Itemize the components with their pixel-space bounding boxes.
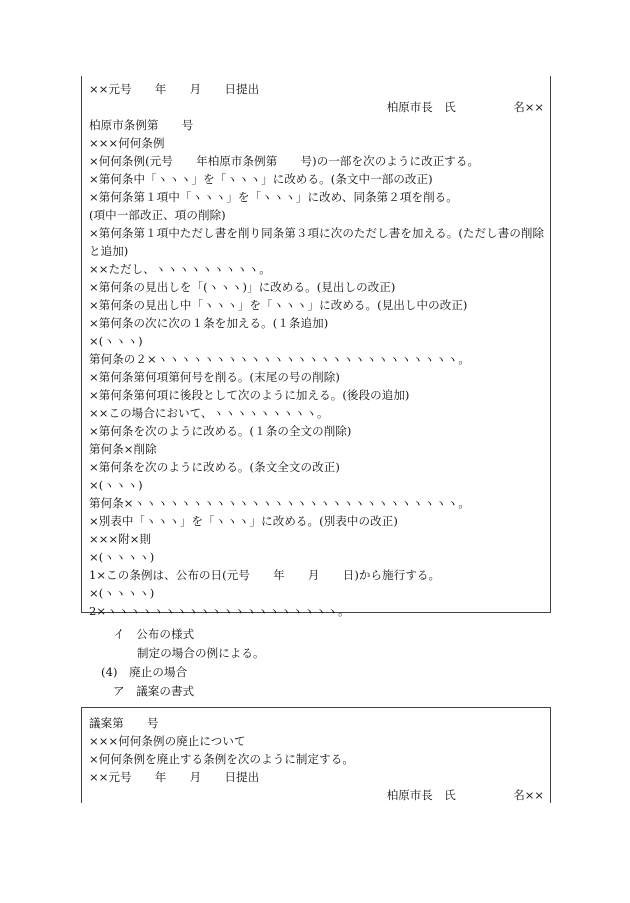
ordinance-title: ×××何何条例 — [89, 136, 165, 150]
document-line: ××ただし、ヽヽヽヽヽヽヽヽヽ。 — [89, 262, 271, 276]
document-line: ×何何条例を廃止する条例を次のように制定する。 — [89, 752, 354, 766]
document-line: 第何条の２×ヽヽヽヽヽヽヽヽヽヽヽヽヽヽヽヽヽヽヽヽヽヽヽヽヽヽ。 — [89, 352, 470, 366]
section-body-text: 制定の場合の例による。 — [137, 646, 265, 660]
document-line: ×第何条第何項に後段として次のように加える。(後段の追加) — [89, 388, 410, 402]
section-heading-bill-format: ア 議案の書式 — [113, 684, 195, 698]
section-heading-promulgation: イ 公布の様式 — [113, 627, 195, 641]
mayor-signature: 柏原市長 氏 名×× — [386, 100, 544, 114]
document-line: 第何条×削除 — [89, 442, 157, 456]
document-line: ×別表中「ヽヽヽ」を「ヽヽヽ」に改める。(別表中の改正) — [89, 514, 398, 528]
ordinance-number-line: 柏原市条例第 号 — [89, 118, 194, 132]
document-line: 1×この条例は、公布の日(元号 年 月 日)から施行する。 — [89, 568, 441, 582]
document-line: (項中一部改正、項の削除) — [89, 208, 226, 222]
document-line: ××この場合において、ヽヽヽヽヽヽヽヽヽ。 — [89, 406, 329, 420]
document-line: ×(ヽヽヽ) — [89, 334, 143, 348]
supplementary-provisions-heading: ×××附×則 — [89, 532, 152, 546]
document-line: 2×ヽヽヽヽヽヽヽヽヽヽヽヽヽヽヽヽヽヽヽヽ。 — [89, 604, 350, 618]
document-line: ×第何条第１項中「ヽヽヽ」を「ヽヽヽ」に改め、同条第２項を削る。 — [89, 190, 458, 204]
document-line: ×第何条の見出し中「ヽヽヽ」を「ヽヽヽ」に改める。(見出し中の改正) — [89, 298, 468, 312]
submission-date-line: ××元号 年 月 日提出 — [89, 82, 260, 96]
document-line: ×(ヽヽヽヽ) — [89, 550, 155, 564]
submission-date-line: ××元号 年 月 日提出 — [89, 770, 260, 784]
document-line: ×第何条第１項中ただし書を削り同条第３項に次のただし書を加える。(ただし書の削除 — [89, 226, 545, 240]
mayor-signature: 柏原市長 氏 名×× — [386, 788, 544, 802]
document-line: ×第何条の次に次の１条を加える。(１条追加) — [89, 316, 329, 330]
document-line: ×第何条を次のように改める。(条文全文の改正) — [89, 460, 340, 474]
document-line: ×第何条第何項第何号を削る。(末尾の号の削除) — [89, 370, 340, 384]
document-line: ×(ヽヽヽヽ) — [89, 586, 155, 600]
document-line: ×第何条中「ヽヽヽ」を「ヽヽヽ」に改める。(条文中一部の改正) — [89, 172, 433, 186]
document-line: ×第何条の見出しを「(ヽヽヽ)」に改める。(見出しの改正) — [89, 280, 396, 294]
document-line: ×(ヽヽヽ) — [89, 478, 143, 492]
document-line: ×第何条を次のように改める。(１条の全文の削除) — [89, 424, 352, 438]
document-line: と追加) — [89, 244, 129, 258]
document-line: 第何条×ヽヽヽヽヽヽヽヽヽヽヽヽヽヽヽヽヽヽヽヽヽヽヽヽヽヽヽヽ。 — [89, 496, 470, 510]
bill-number-line: 議案第 号 — [89, 716, 159, 730]
document-line: ×何何条例(元号 年柏原市条例第 号)の一部を次のように改正する。 — [89, 154, 480, 168]
bill-title: ×××何何条例の廃止について — [89, 734, 246, 748]
section-heading-repeal: (4) 廃止の場合 — [101, 665, 188, 679]
